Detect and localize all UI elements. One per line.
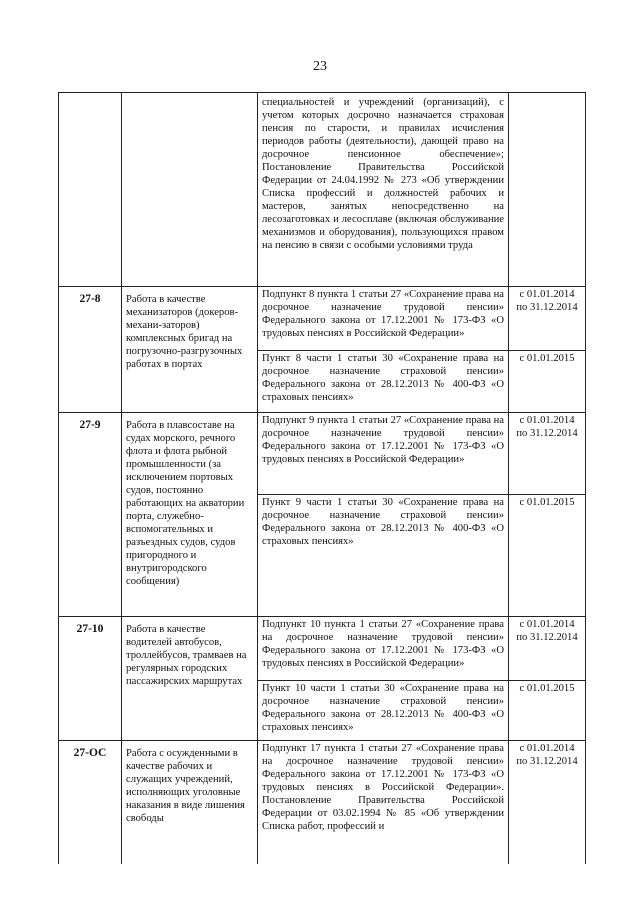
- law-text: Подпункт 10 пункта 1 статьи 27 «Сохранение права на досрочное назначение трудовой пенсии» Федерального закона от 17.12.2001 № 173-ФЗ «О трудовых пенсиях в Российской Федерации»: [262, 619, 504, 669]
- date-range: с 01.01.2015: [509, 680, 585, 740]
- law-cell: [258, 741, 509, 865]
- code-cell: 27-9: [59, 413, 122, 617]
- law-cell: [258, 413, 509, 617]
- law-cell: специальностей и учреждений (организаций), с учетом которых досрочно назначается страховая пенсия по старости, и правилах исчисления периодов работы (деятельности), дающей право на досрочное пенсионное обеспечение»; Постановление Правительства Российской Федерации от 24.04.1992 № 273 «Об утверждении Списка профессий и должностей рабочих и мастеров, занятых непосредственно на лесозаготовках и лесосплаве (включая обслуживание механизмов и оборудования), пользующихся правом на пенсию в связи с особыми условиями труда: [258, 93, 509, 287]
- code-cell: 27-10: [59, 617, 122, 741]
- law-text: Подпункт 9 пункта 1 статьи 27 «Сохранение права на досрочное назначение трудовой пенсии» Федерального закона от 17.12.2001 № 173-ФЗ «О трудовых пенсиях в Российской Федерации»: [262, 415, 504, 465]
- table-row: [59, 741, 586, 865]
- law-text: Подпункт 17 пункта 1 статьи 27 «Сохранение права на досрочное назначение трудовой пенсии» Федерального закона от 17.12.2001 № 173-ФЗ «О трудовых пенсиях в Российской Федерации». Постановление Правительства Российской Федерации от 03.02.1994 № 85 «Об утверждении Списка работ, профессий и: [262, 743, 504, 832]
- job-cell: [122, 741, 258, 865]
- date-range: с 01.01.2015: [509, 350, 585, 412]
- table-row: [59, 287, 586, 413]
- dates-cell: [509, 413, 586, 617]
- code-cell: 27-8: [59, 287, 122, 413]
- job-description: Работа в качестве водителей автобусов, троллейбусов, трамваев на регулярных городских пассажирских маршрутах: [126, 624, 247, 687]
- table-row-continuation: [59, 93, 586, 287]
- code-cell: 27-ОС: [59, 741, 122, 865]
- dates-cell: [509, 93, 586, 287]
- job-description: Работа в качестве механизаторов (докеров-механи-заторов) комплексных бригад на погрузочно-разгрузочных работах в портах: [126, 294, 243, 370]
- code-cell: [59, 93, 122, 287]
- table-row: [59, 413, 586, 617]
- job-cell: [122, 413, 258, 617]
- date-range: с 01.01.2014 по 31.12.2014: [516, 743, 578, 767]
- law-cell: [258, 287, 509, 413]
- law-cell: [258, 617, 509, 741]
- page-number: 23: [313, 59, 327, 74]
- law-text: Пункт 10 части 1 статьи 30 «Сохранение права на досрочное назначение страховой пенсии» Федерального закона от 28.12.2013 № 400-ФЗ «О страховых пенсиях»: [258, 680, 508, 740]
- dates-cell: [509, 741, 586, 865]
- date-range: с 01.01.2015: [509, 494, 585, 616]
- dates-cell: [509, 617, 586, 741]
- date-range: с 01.01.2014 по 31.12.2014: [516, 415, 578, 439]
- law-text: Пункт 9 части 1 статьи 30 «Сохранение права на досрочное назначение страховой пенсии» Федерального закона от 28.12.2013 № 400-ФЗ «О страховых пенсиях»: [258, 494, 508, 616]
- job-cell: [122, 617, 258, 741]
- dates-cell: [509, 287, 586, 413]
- job-cell: [122, 93, 258, 287]
- job-description: Работа в плавсоставе на судах морского, речного флота и флота рыбной промышленности (за исключением портовых судов, постоянно работающих на акватории порта, служебно-вспомогательных и разъездных судов, судов пригородного и внутригородского сообщения): [126, 420, 245, 587]
- table-row: [59, 617, 586, 741]
- date-range: с 01.01.2014 по 31.12.2014: [516, 289, 578, 313]
- law-text: Пункт 8 части 1 статьи 30 «Сохранение права на досрочное назначение страховой пенсии» Федерального закона от 28.12.2013 № 400-ФЗ «О страховых пенсиях»: [258, 350, 508, 412]
- job-description: Работа с осужденными в качестве рабочих и служащих учреждений, исполняющих уголовные наказания в виде лишения свободы: [126, 748, 245, 824]
- job-cell: [122, 287, 258, 413]
- law-text: Подпункт 8 пункта 1 статьи 27 «Сохранение права на досрочное назначение трудовой пенсии» Федерального закона от 17.12.2001 № 173-ФЗ «О трудовых пенсиях в Российской Федерации»: [262, 289, 504, 339]
- date-range: с 01.01.2014 по 31.12.2014: [516, 619, 578, 643]
- pension-codes-table: [58, 92, 586, 864]
